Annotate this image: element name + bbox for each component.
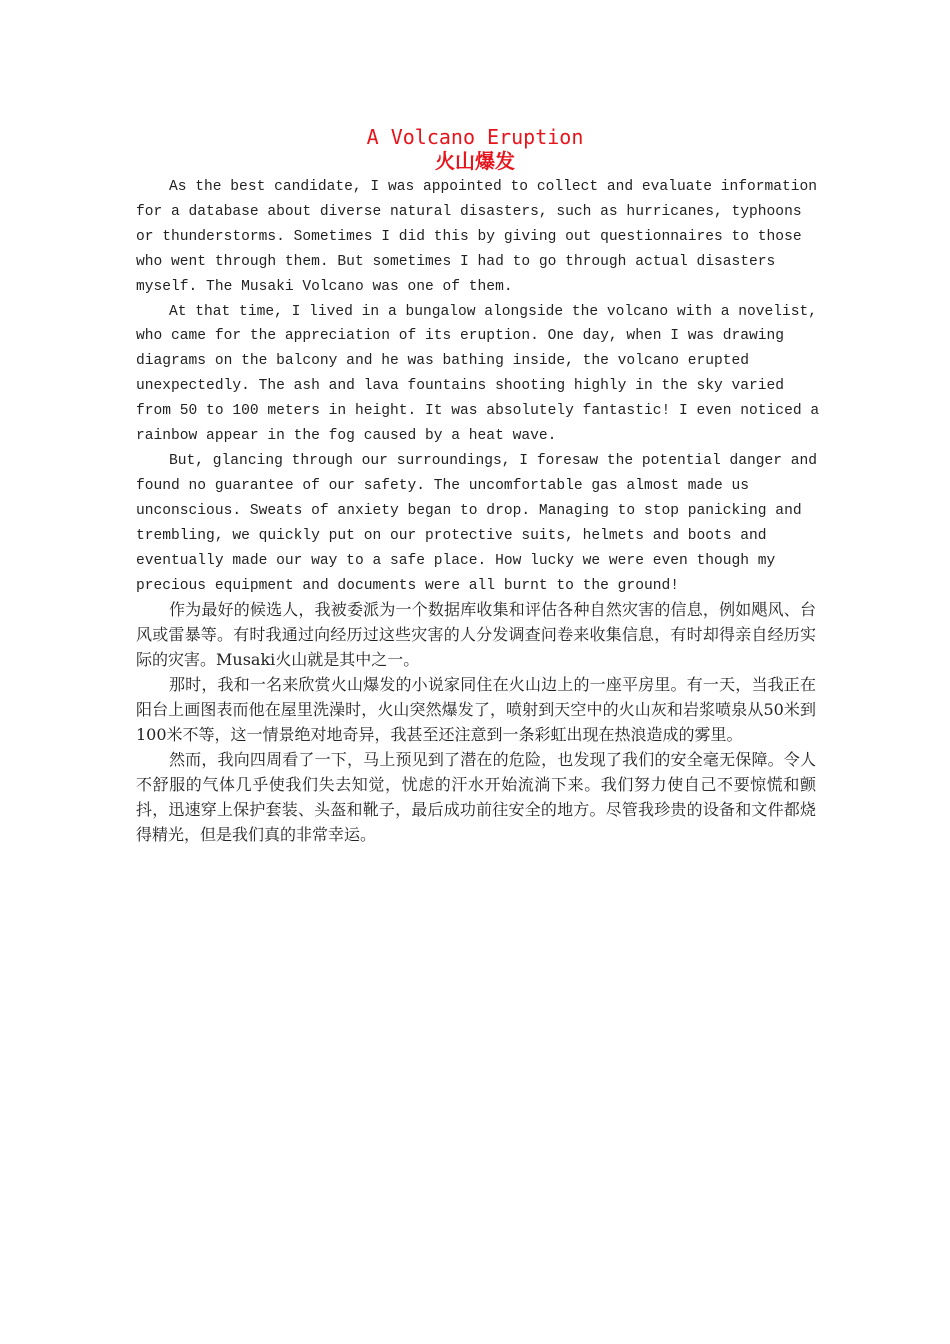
title-chinese: 火山爆发	[435, 149, 515, 173]
english-body	[136, 175, 826, 598]
chinese-paragraph: 然而，我向四周看了一下，马上预见到了潜在的危险，也发现了我们的安全毫无保障。令人不舒服的气体几乎使我们失去知觉，忧虑的汗水开始流淌下来。我们努力使自己不要惊慌和颤抖，迅速穿上保护套装、头盔和靴子，最后成功前往安全的地方。尽管我珍贵的设备和文件都烧得精光，但是我们真的非常幸运。	[136, 750, 816, 844]
chinese-paragraph: 那时，我和一名来欣赏火山爆发的小说家同住在火山边上的一座平房里。有一天，当我正在阳台上画图表而他在屋里洗澡时，火山突然爆发了，喷射到天空中的火山灰和岩浆喷泉从50米到100米不等，这一情景绝对地奇异，我甚至还注意到一条彩虹出现在热浪造成的雾里。	[136, 675, 816, 744]
english-paragraph: At that time, I lived in a bungalow alongside the volcano with a novelist, who came for the appreciation of its eruption. One day, when I was drawing diagrams on the balcony and he was bathing inside, the volcano erupted unexpectedly. The ash and lava fountains shooting highly in the sky varied from 50 to 100 meters in height. It was absolutely fantastic! I even noticed a rainbow appear in the fog caused by a heat wave.	[136, 303, 820, 445]
english-paragraph: But, glancing through our surroundings, I foresaw the potential danger and found no guarantee of our safety. The uncomfortable gas almost made us unconscious. Sweats of anxiety began to drop. Managing to stop panicking and trembling, we quickly put on our protective suits, helmets and boots and eventually made our way to a safe place. How lucky we were even though my precious equipment and documents were all burnt to the ground!	[136, 452, 818, 594]
english-paragraph: As the best candidate, I was appointed to collect and evaluate information for a database about diverse natural disasters, such as hurricanes, typhoons or thunderstorms. Sometimes I did this by giving out questionnaires to those who went through them. But sometimes I had to go through actual disasters myself. The Musaki Volcano was one of them.	[136, 179, 818, 295]
title-english: A Volcano Eruption	[366, 125, 584, 149]
chinese-paragraph: 作为最好的候选人，我被委派为一个数据库收集和评估各种自然灾害的信息，例如飓风、台风或雷暴等。有时我通过向经历过这些灾害的人分发调查问卷来收集信息，有时却得亲自经历实际的灾害。Musaki火山就是其中之一。	[136, 600, 816, 669]
title-block	[0, 124, 950, 172]
chinese-body	[136, 597, 816, 847]
